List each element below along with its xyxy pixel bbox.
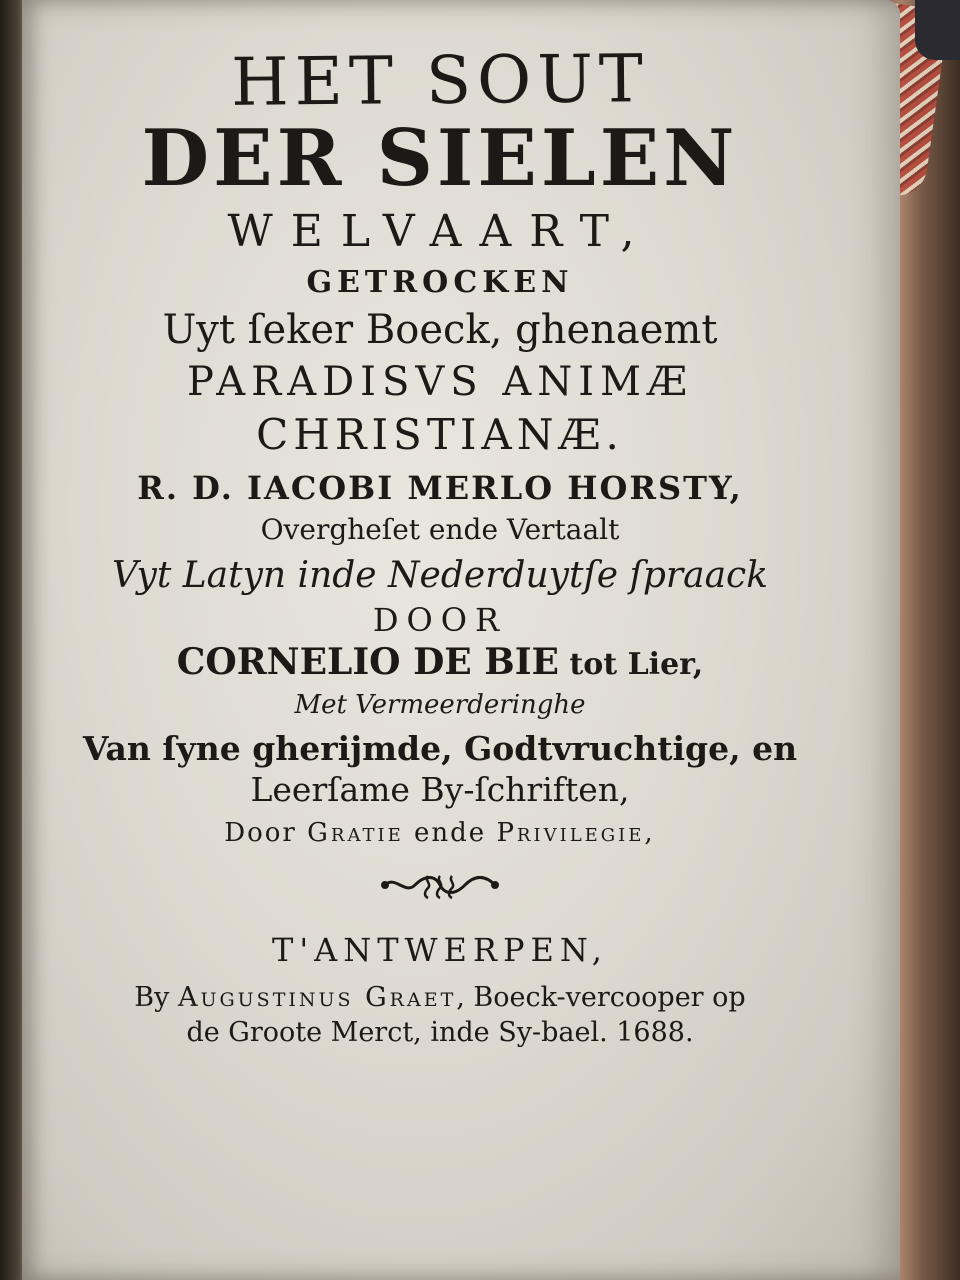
privilege-door: Door [224, 818, 308, 848]
imprint-printer-line [40, 984, 840, 1011]
epigrams-line-1: Van ſyne gherijmde, Godtvruchtige, en [82, 729, 798, 768]
imprint-printer-name: Augustinus Graet [177, 982, 457, 1013]
privilege-privilegie: Privilegie, [496, 818, 656, 848]
translator-place: tot Lier, [558, 647, 704, 682]
additions-line: Met Vermeerderinghe [294, 690, 586, 720]
translator-name: CORNELIO DE BIE [176, 641, 559, 683]
imprint-address-date: de Groote Merct, inde Sy-bael. 1688. [186, 1017, 694, 1048]
title-line-6: PARADISVS ANIMÆ [186, 359, 694, 405]
author-line: R. D. IACOBI MERLO HORSTY, [137, 469, 743, 507]
epigrams-line-2: Leerſame By-ſchriften, [250, 770, 630, 809]
title-line-5: Uyt ſeker Boeck, ghenaemt [162, 307, 718, 353]
printers-ornament-icon [380, 870, 500, 900]
privilege-ende: ende [403, 818, 497, 848]
headband-cap [915, 0, 960, 60]
imprint-city: T'ANTWERPEN, [272, 931, 608, 969]
title-line-1: HET SOUT [230, 40, 650, 121]
privilege-line [40, 820, 840, 846]
title-line-3: WELVAART, [227, 206, 653, 257]
translator-line [40, 641, 840, 683]
imprint-bookseller: , Boeck-vercooper op [456, 982, 746, 1013]
title-line-7: CHRISTIANÆ. [256, 410, 624, 459]
language-line: Vyt Latyn inde Nederduytſe ſpraack [111, 555, 769, 596]
title-line-4: GETROCKEN [306, 265, 574, 300]
title-line-2: DER SIELEN [141, 113, 739, 204]
translated-line: Overgheſet ende Vertaalt [260, 513, 620, 546]
title-page-text [40, 40, 840, 1046]
privilege-gratie: Gratie [307, 818, 404, 848]
door-line: DOOR [372, 601, 508, 639]
imprint-by: By [134, 982, 178, 1013]
